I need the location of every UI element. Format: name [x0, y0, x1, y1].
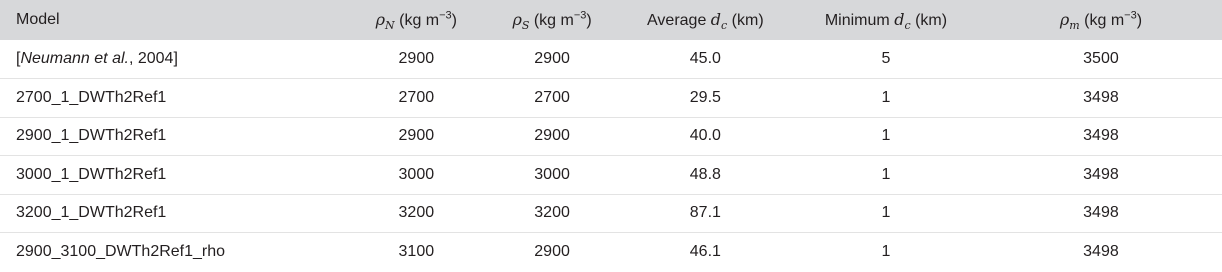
header-rho-s	[485, 0, 618, 40]
table-row	[0, 117, 1222, 156]
cell-rho-m: 3498	[1083, 88, 1119, 106]
cell-rho-m: 3500	[1083, 50, 1119, 67]
cell-average-dc: 87.1	[689, 204, 721, 222]
reference-year: , 2004]	[128, 50, 178, 67]
cell-minimum-dc: 1	[881, 243, 891, 260]
header-model	[0, 0, 347, 40]
table-header	[0, 0, 1222, 40]
cell-rho-s: 2900	[534, 127, 570, 145]
header-rho-s-symbol: ρ	[512, 10, 522, 29]
cell-average-dc: 40.0	[689, 127, 721, 145]
cell-model: 3000_1_DWTh2Ref1	[16, 165, 167, 183]
header-minimum-dc-symbol: d	[894, 10, 905, 29]
cell-rho-m: 3498	[1083, 204, 1119, 222]
cell-rho-s: 3200	[534, 204, 570, 222]
header-rho-m-sub: m	[1069, 19, 1080, 33]
cell-minimum-dc: 1	[881, 127, 891, 145]
table-body	[0, 40, 1222, 271]
header-rho-m-unit-pre: (kg m	[1084, 12, 1125, 29]
header-rho-n-symbol: ρ	[375, 10, 386, 29]
header-average-dc	[619, 0, 792, 40]
table-row	[0, 233, 1222, 272]
header-minimum-dc	[792, 0, 980, 40]
header-rho-n-sub: N	[385, 19, 395, 33]
table-row-reference	[0, 40, 1222, 79]
table-row	[0, 79, 1222, 118]
header-rho-m-unit-sup: −3	[1124, 9, 1137, 22]
cell-minimum-dc: 5	[881, 50, 891, 67]
cell-rho-s: 2700	[534, 88, 570, 106]
cell-minimum-dc: 1	[881, 88, 891, 106]
cell-rho-s: 2900	[534, 243, 570, 260]
header-rho-m-symbol: ρ	[1059, 10, 1070, 29]
cell-model: 2900_3100_DWTh2Ref1_rho	[16, 243, 226, 260]
header-average-dc-sub: c	[721, 19, 728, 33]
header-rho-s-unit-post: )	[586, 12, 592, 29]
cell-minimum-dc: 1	[881, 165, 891, 183]
header-rho-n-unit-pre: (kg m	[399, 12, 440, 29]
header-average-dc-unit: (km)	[731, 12, 764, 29]
cell-average-dc: 29.5	[689, 88, 721, 106]
table-row	[0, 194, 1222, 233]
cell-rho-n: 2700	[398, 88, 435, 106]
cell-model-reference	[0, 40, 347, 79]
cell-average-dc: 45.0	[689, 50, 721, 67]
header-rho-s-unit-sup: −3	[573, 9, 587, 22]
header-row	[0, 0, 1222, 40]
cell-model: 2900_1_DWTh2Ref1	[16, 127, 167, 145]
header-average-dc-pre: Average	[647, 12, 707, 29]
header-rho-s-sub: S	[521, 19, 530, 33]
cell-rho-n: 2900	[398, 50, 435, 67]
reference-open-bracket: [	[16, 50, 21, 67]
cell-average-dc: 46.1	[689, 243, 721, 260]
header-rho-s-unit-pre: (kg m	[533, 12, 574, 29]
header-model-label: Model	[16, 11, 60, 28]
cell-rho-n: 3000	[398, 165, 435, 183]
cell-minimum-dc: 1	[881, 204, 891, 222]
reference-authors: Neumann et al.	[20, 50, 129, 67]
header-minimum-dc-pre: Minimum	[824, 12, 890, 29]
header-average-dc-symbol: d	[710, 10, 722, 29]
cell-rho-m: 3498	[1083, 127, 1119, 145]
cell-rho-n: 2900	[398, 127, 435, 145]
header-minimum-dc-unit: (km)	[915, 12, 948, 29]
header-rho-m	[980, 0, 1222, 40]
cell-rho-s: 3000	[534, 165, 570, 183]
cell-rho-m: 3498	[1083, 243, 1119, 260]
cell-rho-n: 3100	[398, 243, 435, 260]
table-row	[0, 156, 1222, 195]
cell-rho-s: 2900	[534, 50, 570, 67]
header-minimum-dc-sub: c	[904, 19, 911, 33]
cell-average-dc: 48.8	[689, 165, 721, 183]
header-rho-n-unit-post: )	[451, 12, 457, 29]
header-rho-n-unit-sup: −3	[439, 9, 452, 22]
cell-rho-m: 3498	[1083, 165, 1119, 183]
cell-model: 2700_1_DWTh2Ref1	[16, 88, 167, 106]
header-rho-m-unit-post: )	[1136, 12, 1143, 29]
header-rho-n	[347, 0, 485, 40]
cell-model: 3200_1_DWTh2Ref1	[16, 204, 167, 222]
cell-rho-n: 3200	[398, 204, 435, 222]
